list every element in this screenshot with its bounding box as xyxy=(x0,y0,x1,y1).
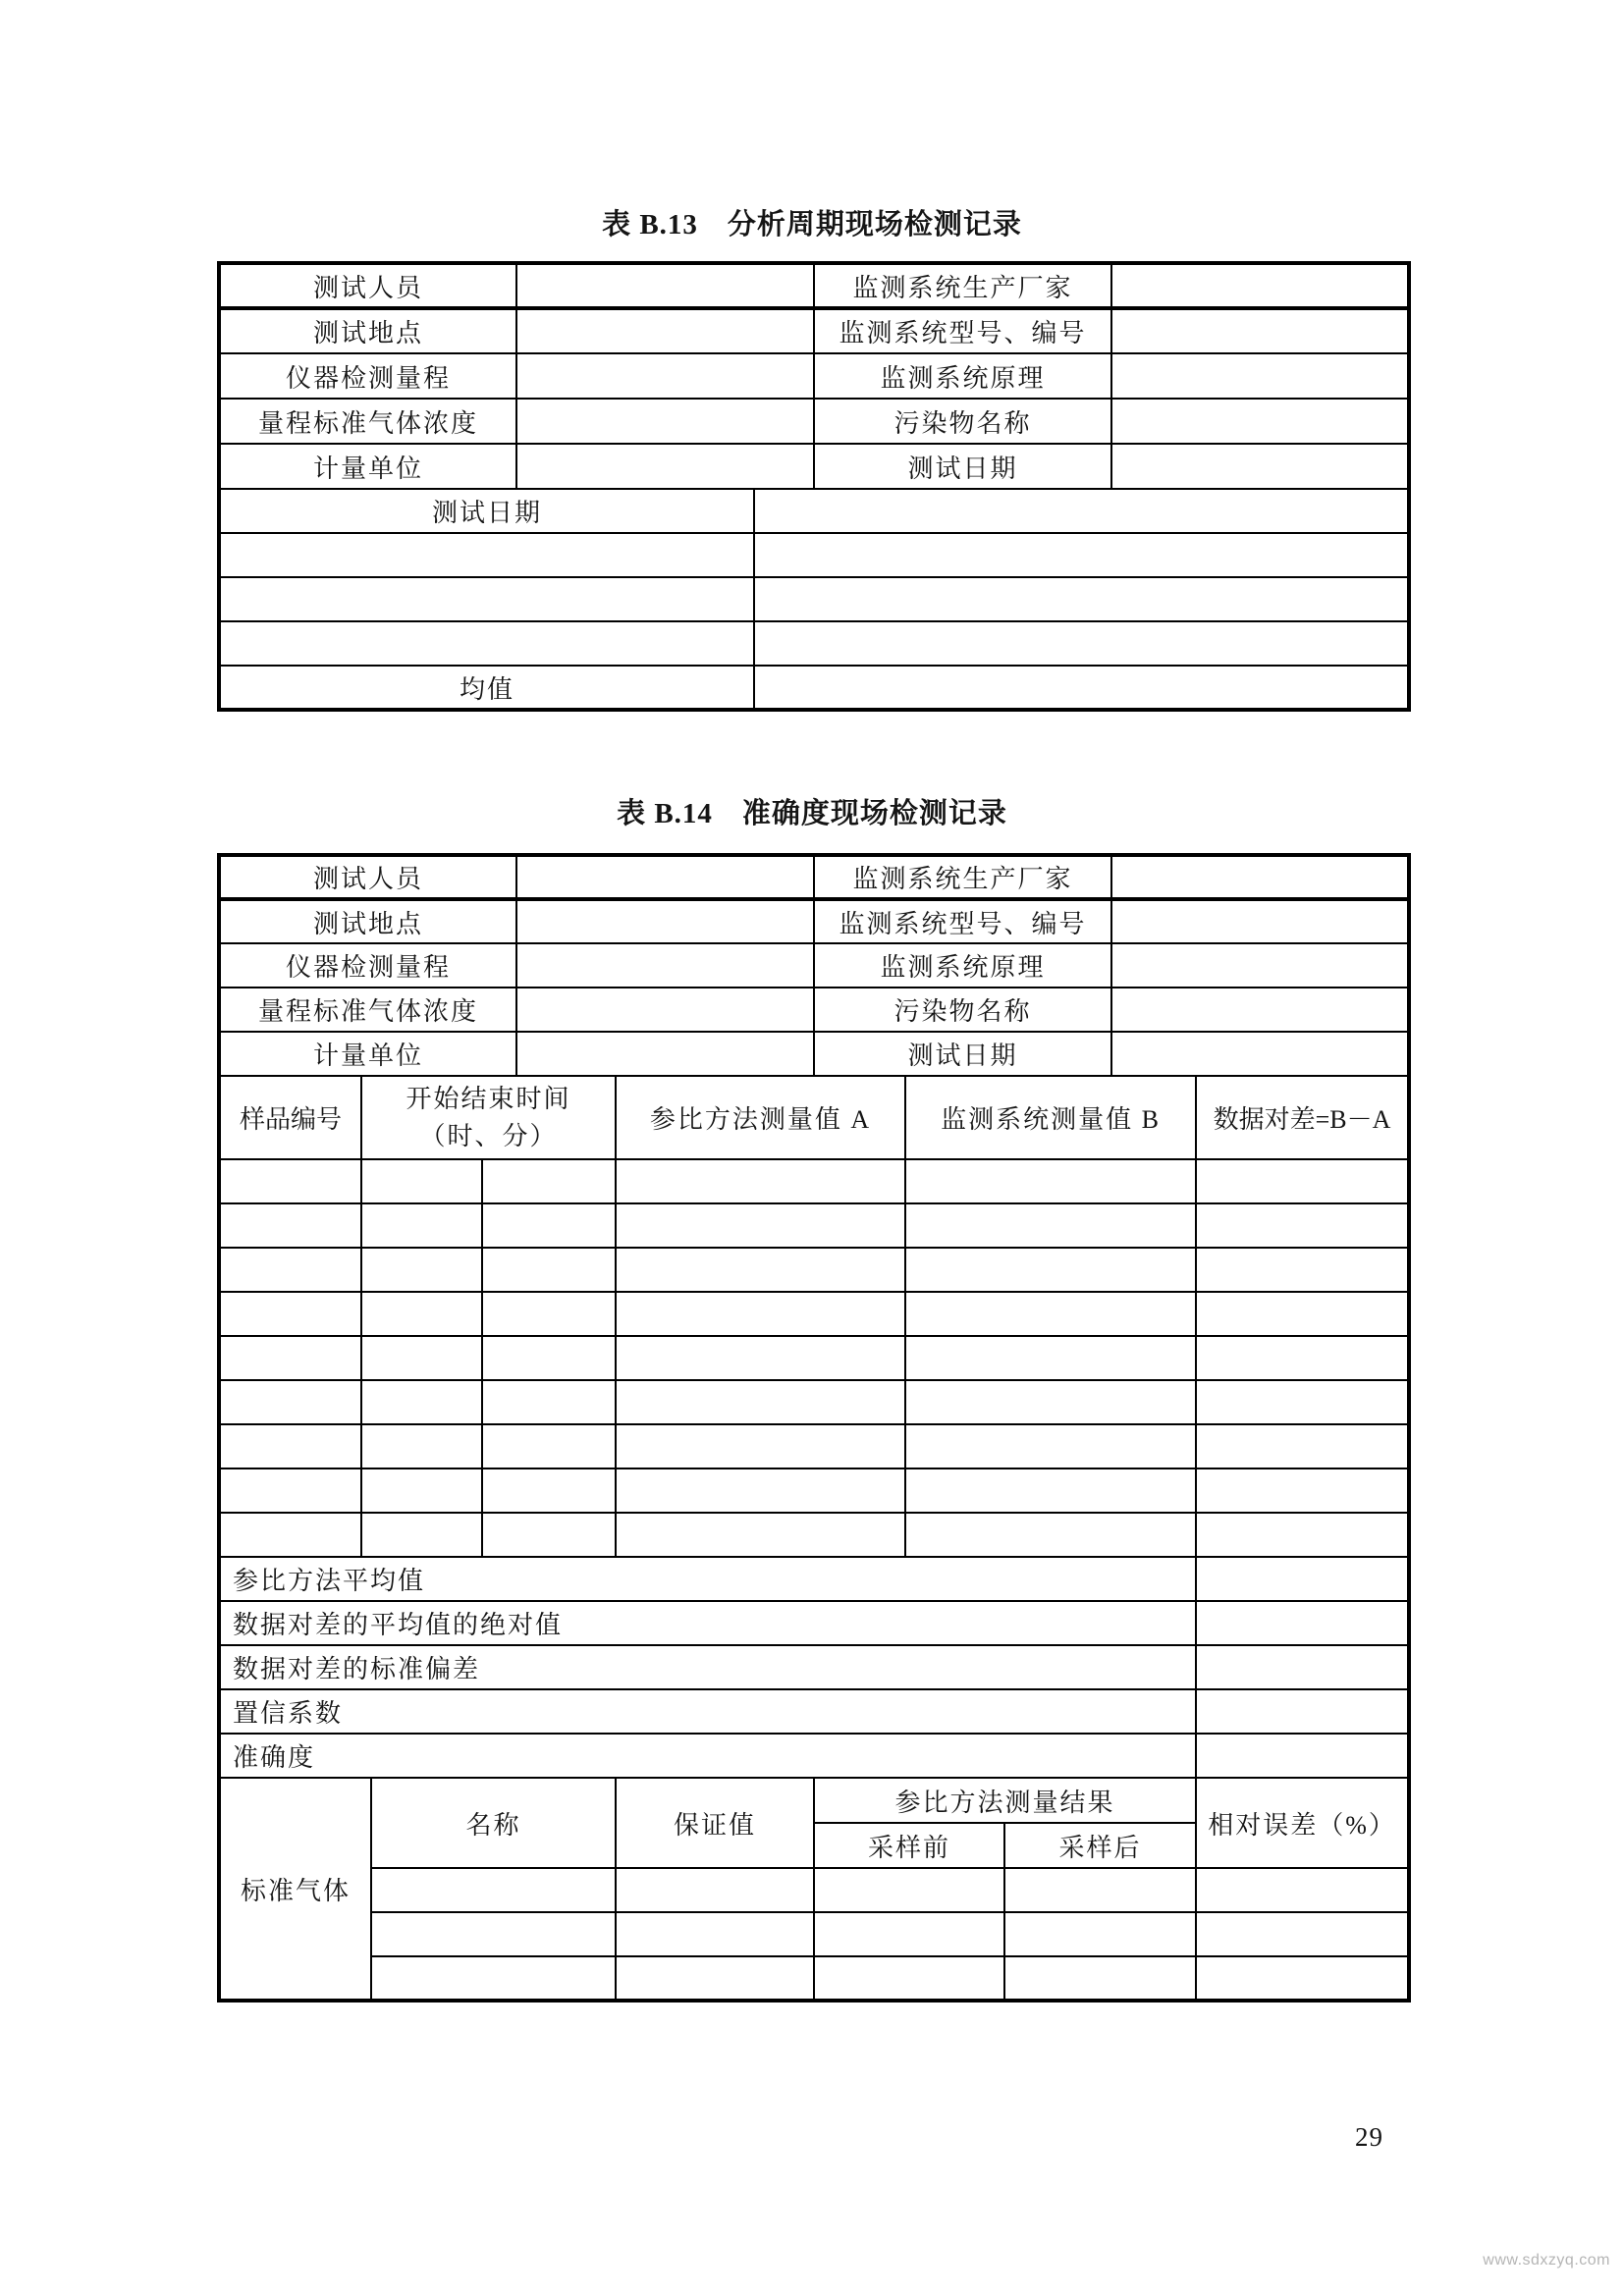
empty-cell xyxy=(616,1424,905,1468)
value-test-location xyxy=(516,308,814,353)
label-test-location: 测试地点 xyxy=(219,308,516,353)
empty-cell xyxy=(814,1912,1004,1956)
value-pollutant-name xyxy=(1111,399,1409,444)
header-data-difference: 数据对差=B－A xyxy=(1196,1076,1409,1159)
empty-cell xyxy=(1196,1468,1409,1513)
empty-cell xyxy=(361,1336,482,1380)
empty-cell xyxy=(482,1292,616,1336)
empty-cell xyxy=(905,1159,1196,1203)
value-system-model xyxy=(1111,308,1409,353)
value-system-model xyxy=(1111,899,1409,943)
page-number: 29 xyxy=(1355,2122,1383,2152)
value-test-location xyxy=(516,899,814,943)
header-relative-error: 相对误差（%） xyxy=(1196,1778,1409,1868)
watermark-text: www.sdxzyq.com xyxy=(1483,2252,1610,2269)
header-cems-value: 监测系统测量值 B xyxy=(905,1076,1196,1159)
empty-cell xyxy=(361,1203,482,1248)
empty-cell xyxy=(905,1292,1196,1336)
accuracy-record-table xyxy=(217,853,1411,2002)
label-pollutant-name: 污染物名称 xyxy=(814,399,1111,444)
label-span-gas-concentration: 量程标准气体浓度 xyxy=(219,399,516,444)
empty-cell xyxy=(219,1336,361,1380)
header-after-sampling: 采样后 xyxy=(1004,1823,1196,1868)
empty-cell xyxy=(754,666,1409,710)
empty-cell xyxy=(219,1380,361,1424)
header-before-sampling: 采样前 xyxy=(814,1823,1004,1868)
value-instrument-range xyxy=(516,353,814,399)
label-abs-mean-difference: 数据对差的平均值的绝对值 xyxy=(219,1601,1196,1645)
empty-cell xyxy=(361,1513,482,1557)
empty-cell xyxy=(616,1380,905,1424)
label-test-date: 测试日期 xyxy=(814,444,1111,489)
value-measure-unit xyxy=(516,444,814,489)
header-gas-name: 名称 xyxy=(371,1778,616,1868)
empty-cell xyxy=(616,1513,905,1557)
value-instrument-range xyxy=(516,943,814,988)
value-test-personnel xyxy=(516,263,814,308)
empty-cell xyxy=(482,1203,616,1248)
value-measure-unit xyxy=(516,1032,814,1076)
empty-cell xyxy=(219,577,754,621)
header-start-end-time: 开始结束时间 （时、分） xyxy=(361,1076,616,1159)
empty-cell xyxy=(361,1292,482,1336)
empty-cell xyxy=(361,1424,482,1468)
empty-cell xyxy=(219,1424,361,1468)
empty-cell xyxy=(371,1912,616,1956)
empty-cell xyxy=(754,621,1409,666)
label-std-deviation: 数据对差的标准偏差 xyxy=(219,1645,1196,1689)
value-system-principle xyxy=(1111,943,1409,988)
empty-cell xyxy=(361,1380,482,1424)
empty-cell xyxy=(616,1468,905,1513)
empty-cell xyxy=(1196,1734,1409,1778)
empty-cell xyxy=(361,1468,482,1513)
empty-cell xyxy=(219,1292,361,1336)
label-system-model: 监测系统型号、编号 xyxy=(814,899,1111,943)
empty-cell xyxy=(482,1248,616,1292)
empty-cell xyxy=(1196,1956,1409,2001)
empty-cell xyxy=(1196,1868,1409,1912)
value-test-date xyxy=(1111,444,1409,489)
analysis-cycle-record-table xyxy=(217,261,1411,712)
empty-cell xyxy=(905,1203,1196,1248)
empty-cell xyxy=(616,1336,905,1380)
empty-cell xyxy=(371,1868,616,1912)
label-span-gas-concentration: 量程标准气体浓度 xyxy=(219,988,516,1032)
empty-cell xyxy=(905,1468,1196,1513)
empty-cell xyxy=(616,1868,814,1912)
label-test-date-row: 测试日期 xyxy=(219,489,754,533)
label-test-personnel: 测试人员 xyxy=(219,855,516,899)
empty-cell xyxy=(219,533,754,577)
empty-cell xyxy=(219,1203,361,1248)
empty-cell xyxy=(1196,1912,1409,1956)
empty-cell xyxy=(1196,1513,1409,1557)
empty-cell xyxy=(361,1159,482,1203)
label-mean-value: 均值 xyxy=(219,666,754,710)
empty-cell xyxy=(219,1159,361,1203)
empty-cell xyxy=(219,621,754,666)
label-instrument-range: 仪器检测量程 xyxy=(219,943,516,988)
empty-cell xyxy=(1196,1601,1409,1645)
label-system-principle: 监测系统原理 xyxy=(814,353,1111,399)
empty-cell xyxy=(371,1956,616,2001)
empty-cell xyxy=(814,1956,1004,2001)
empty-cell xyxy=(1004,1956,1196,2001)
empty-cell xyxy=(905,1336,1196,1380)
empty-cell xyxy=(1196,1557,1409,1601)
value-span-gas-concentration xyxy=(516,399,814,444)
value-system-principle xyxy=(1111,353,1409,399)
empty-cell xyxy=(1004,1868,1196,1912)
header-reference-method-result: 参比方法测量结果 xyxy=(814,1778,1196,1823)
empty-cell xyxy=(616,1956,814,2001)
table-b14-title: 表 B.14 准确度现场检测记录 xyxy=(617,798,1007,829)
value-system-manufacturer xyxy=(1111,855,1409,899)
empty-cell xyxy=(616,1292,905,1336)
empty-cell xyxy=(482,1159,616,1203)
empty-cell xyxy=(905,1380,1196,1424)
label-test-location: 测试地点 xyxy=(219,899,516,943)
empty-cell xyxy=(1196,1380,1409,1424)
header-reference-method-value: 参比方法测量值 A xyxy=(616,1076,905,1159)
empty-cell xyxy=(905,1248,1196,1292)
empty-cell xyxy=(482,1424,616,1468)
empty-cell xyxy=(1196,1336,1409,1380)
empty-cell xyxy=(1196,1248,1409,1292)
empty-cell xyxy=(616,1159,905,1203)
empty-cell xyxy=(219,1248,361,1292)
label-measure-unit: 计量单位 xyxy=(219,1032,516,1076)
empty-cell xyxy=(1196,1645,1409,1689)
empty-cell xyxy=(482,1380,616,1424)
label-confidence-coefficient: 置信系数 xyxy=(219,1689,1196,1734)
empty-cell xyxy=(814,1868,1004,1912)
empty-cell xyxy=(1196,1203,1409,1248)
label-system-principle: 监测系统原理 xyxy=(814,943,1111,988)
value-test-date xyxy=(1111,1032,1409,1076)
label-system-model: 监测系统型号、编号 xyxy=(814,308,1111,353)
label-measure-unit: 计量单位 xyxy=(219,444,516,489)
empty-cell xyxy=(482,1468,616,1513)
header-sample-number: 样品编号 xyxy=(219,1076,361,1159)
empty-cell xyxy=(905,1424,1196,1468)
label-pollutant-name: 污染物名称 xyxy=(814,988,1111,1032)
empty-cell xyxy=(616,1912,814,1956)
empty-cell xyxy=(754,533,1409,577)
empty-cell xyxy=(361,1248,482,1292)
label-standard-gas: 标准气体 xyxy=(219,1778,371,2001)
empty-cell xyxy=(754,577,1409,621)
empty-cell xyxy=(616,1248,905,1292)
header-guaranteed-value: 保证值 xyxy=(616,1778,814,1868)
empty-cell xyxy=(219,1468,361,1513)
empty-cell xyxy=(482,1336,616,1380)
label-test-date: 测试日期 xyxy=(814,1032,1111,1076)
empty-cell xyxy=(616,1203,905,1248)
empty-cell xyxy=(482,1513,616,1557)
empty-cell xyxy=(1196,1689,1409,1734)
empty-cell xyxy=(1196,1159,1409,1203)
empty-cell xyxy=(219,1513,361,1557)
label-system-manufacturer: 监测系统生产厂家 xyxy=(814,855,1111,899)
empty-cell xyxy=(1196,1424,1409,1468)
value-span-gas-concentration xyxy=(516,988,814,1032)
label-accuracy: 准确度 xyxy=(219,1734,1196,1778)
empty-cell xyxy=(1004,1912,1196,1956)
label-test-personnel: 测试人员 xyxy=(219,263,516,308)
label-instrument-range: 仪器检测量程 xyxy=(219,353,516,399)
empty-cell xyxy=(1196,1292,1409,1336)
empty-cell xyxy=(754,489,1409,533)
label-reference-method-mean: 参比方法平均值 xyxy=(219,1557,1196,1601)
label-system-manufacturer: 监测系统生产厂家 xyxy=(814,263,1111,308)
table-b13-title: 表 B.13 分析周期现场检测记录 xyxy=(602,209,1022,240)
value-pollutant-name xyxy=(1111,988,1409,1032)
value-system-manufacturer xyxy=(1111,263,1409,308)
value-test-personnel xyxy=(516,855,814,899)
empty-cell xyxy=(905,1513,1196,1557)
